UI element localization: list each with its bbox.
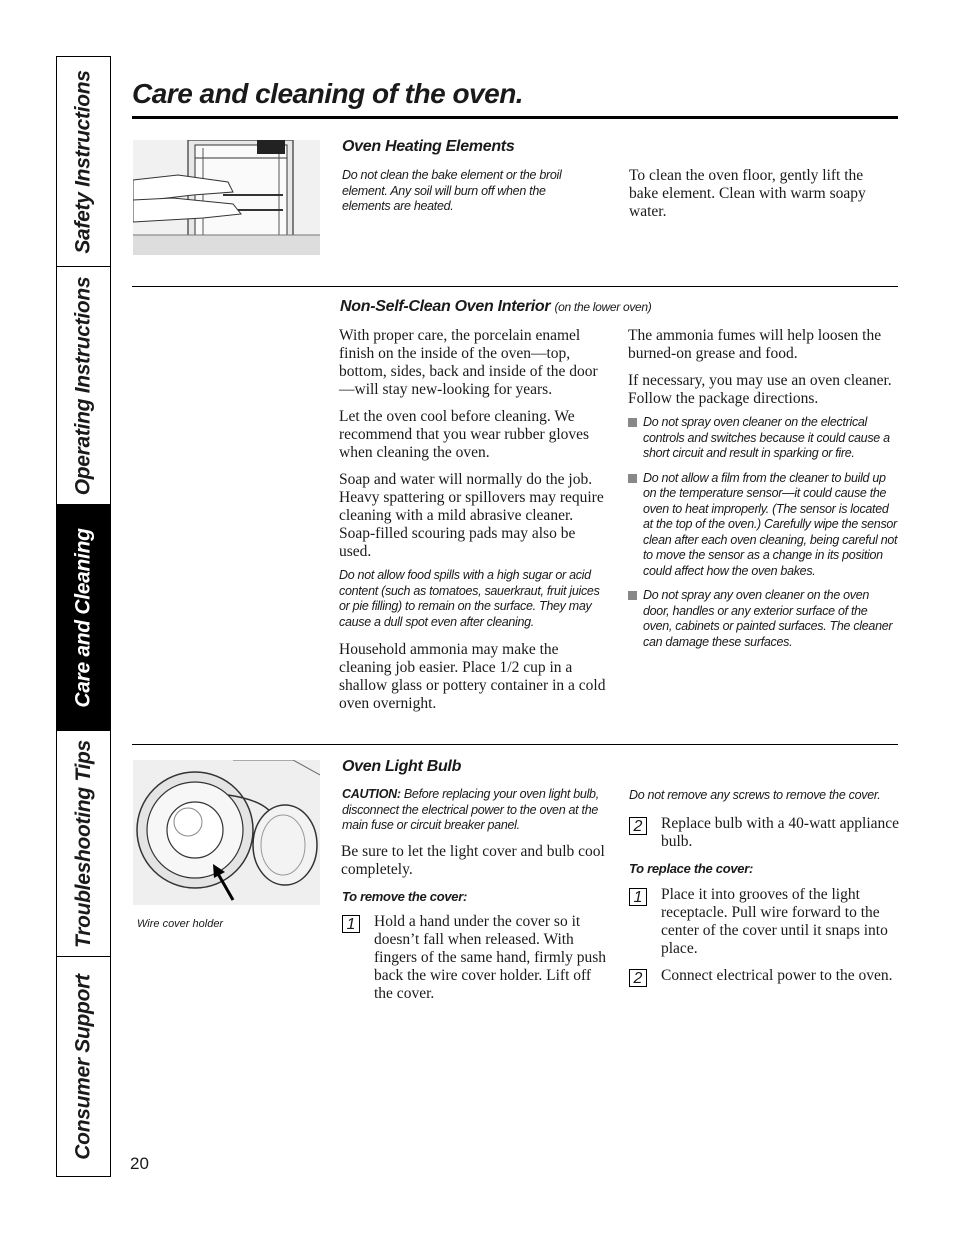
interior-heading-sub: (on the lower oven) bbox=[554, 300, 652, 314]
tab-label: Troubleshooting Tips bbox=[71, 739, 95, 948]
warning-bullet bbox=[628, 415, 898, 462]
step-number: 1 bbox=[342, 915, 360, 933]
bullet-text: Do not allow a film from the cleaner to build up on the temperature sensor—it could cause the oven to heat improperly. (The sensor is located at the top of the oven.) Carefully wipe the sensor clean after each oven cleaning, being careful not to move the sensor as a change in its position could affect how the oven bakes. bbox=[643, 470, 898, 578]
tab-label: Operating Instructions bbox=[71, 276, 95, 495]
interior-paragraph: The ammonia fumes will help loosen the burned-on grease and food. bbox=[628, 327, 882, 362]
bullet-square-icon bbox=[628, 474, 637, 483]
interior-paragraph: Let the oven cool before cleaning. We recommend that you wear rubber gloves when cleaning the oven. bbox=[339, 408, 590, 461]
bullet-square-icon bbox=[628, 591, 637, 600]
step-text: Replace bulb with a 40-watt appliance bulb. bbox=[661, 814, 900, 850]
interior-heading-text: Non-Self-Clean Oven Interior bbox=[340, 298, 551, 315]
tab-label: Consumer Support bbox=[71, 973, 95, 1160]
tab-care-and-cleaning[interactable] bbox=[57, 505, 110, 731]
title-rule bbox=[132, 116, 898, 119]
step-number: 2 bbox=[629, 817, 647, 835]
section-divider bbox=[132, 744, 898, 745]
light-bulb-illustration bbox=[133, 760, 320, 905]
interior-paragraph: If necessary, you may use an oven cleaner. Follow the package directions. bbox=[628, 372, 892, 407]
section-divider bbox=[132, 286, 898, 287]
side-navigation bbox=[56, 56, 111, 1177]
interior-paragraph: With proper care, the porcelain enamel finish on the inside of the oven—top, bottom, sides, back and inside of the door—will stay new-looking for years. bbox=[339, 327, 598, 398]
heating-heading: Oven Heating Elements bbox=[342, 138, 515, 155]
warning-bullet bbox=[628, 471, 898, 580]
tab-troubleshooting-tips[interactable] bbox=[57, 731, 110, 957]
tab-operating-instructions[interactable] bbox=[57, 267, 110, 505]
interior-heading bbox=[340, 298, 651, 316]
remove-cover-heading: To remove the cover: bbox=[342, 888, 468, 904]
screws-note: Do not remove any screws to remove the cover. bbox=[629, 788, 881, 802]
interior-note: Do not allow food spills with a high sugar or acid content (such as tomatoes, sauerkraut, fruit juices or pie filling) to remain on the surface. They may cause a dull spot even after cleaning. bbox=[339, 568, 600, 629]
tab-label: Care and Cleaning bbox=[71, 527, 95, 708]
interior-left-column bbox=[339, 327, 609, 713]
oven-element-illustration bbox=[133, 140, 320, 255]
caution-note bbox=[342, 787, 610, 834]
replace-cover-heading: To replace the cover: bbox=[629, 860, 753, 876]
replace-step-2 bbox=[629, 967, 899, 985]
interior-paragraph: Soap and water will normally do the job. Heavy spattering or spillovers may require cleaning with a mild abrasive cleaner. Soap-filled scouring pads may also be used. bbox=[339, 471, 604, 560]
tab-consumer-support[interactable] bbox=[57, 957, 110, 1176]
tab-safety-instructions[interactable] bbox=[57, 57, 110, 267]
bulb-left-column bbox=[342, 787, 610, 1003]
replace-step-1 bbox=[629, 886, 899, 958]
page-title: Care and cleaning of the oven. bbox=[132, 78, 524, 109]
bullet-square-icon bbox=[628, 418, 637, 427]
interior-paragraph: Household ammonia may make the cleaning job easier. Place 1/2 cup in a shallow glass or pottery container in a cold oven overnight. bbox=[339, 641, 606, 712]
step-number: 2 bbox=[629, 969, 647, 987]
tab-label: Safety Instructions bbox=[71, 69, 95, 254]
step-text: Hold a hand under the cover so it doesn’t fall when released. With fingers of the same hand, firmly push back the wire cover holder. Lift off the cover. bbox=[374, 912, 607, 1002]
illustration-caption: Wire cover holder bbox=[137, 918, 224, 930]
heating-note: Do not clean the bake element or the broil element. Any soil will burn off when the elements are heated. bbox=[342, 168, 562, 213]
remove-step-1 bbox=[342, 913, 610, 1003]
caution-label: CAUTION: bbox=[342, 787, 401, 801]
step-number: 1 bbox=[629, 888, 647, 906]
page-number: 20 bbox=[130, 1154, 149, 1173]
bulb-heading: Oven Light Bulb bbox=[342, 758, 462, 775]
bullet-text: Do not spray oven cleaner on the electrical controls and switches because it could cause a short circuit and result in sparking or fire. bbox=[643, 415, 890, 460]
step-text: Place it into grooves of the light receptacle. Pull wire forward to the center of the cover until it snaps into place. bbox=[661, 885, 888, 957]
caution-text: Before replacing your oven light bulb, disconnect the electrical power to the oven at the main fuse or circuit breaker panel. bbox=[342, 787, 599, 832]
bulb-cool-text: Be sure to let the light cover and bulb cool completely. bbox=[341, 842, 605, 878]
warning-bullet bbox=[628, 588, 898, 650]
replace-bulb-step bbox=[629, 815, 899, 851]
bullet-text: Do not spray any oven cleaner on the oven door, handles or any exterior surface of the oven, cabinets or painted surfaces. The cleaner can damage these surfaces. bbox=[643, 588, 893, 649]
step-text: Connect electrical power to the oven. bbox=[661, 966, 893, 984]
heating-text: To clean the oven floor, gently lift the bake element. Clean with warm soapy water. bbox=[629, 167, 866, 220]
interior-right-column bbox=[628, 327, 898, 650]
bulb-right-column bbox=[629, 788, 899, 985]
